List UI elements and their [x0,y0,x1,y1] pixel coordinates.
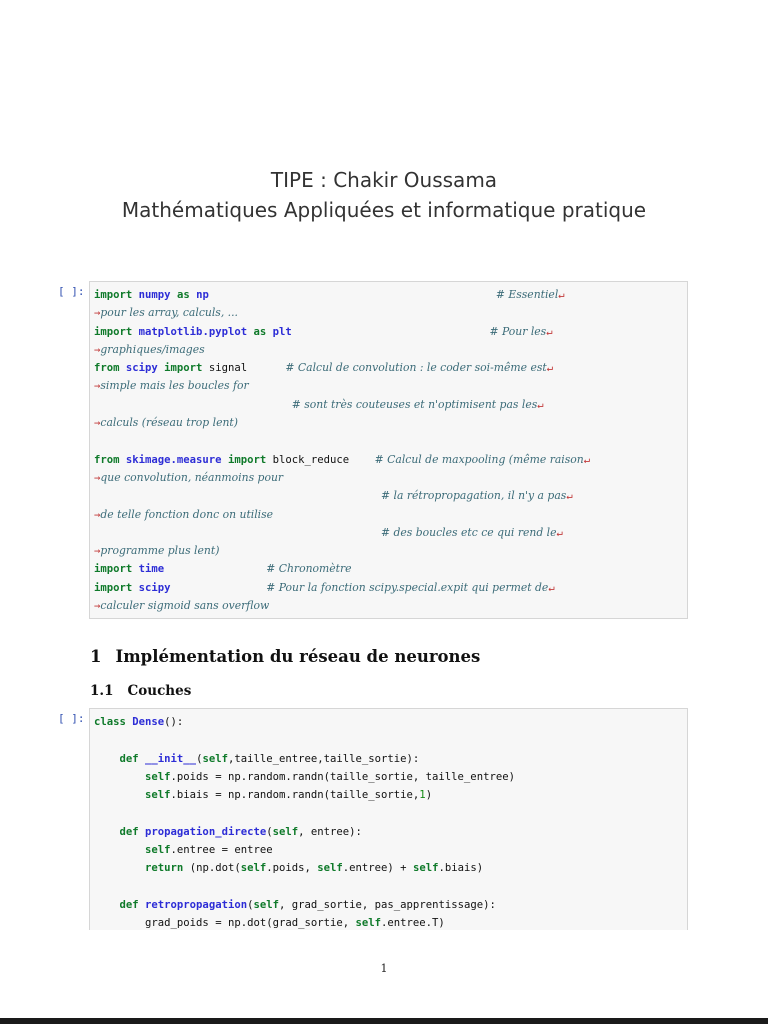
keyword: import [94,325,133,338]
code-line [94,506,681,524]
section-heading [90,647,480,666]
code-line [94,451,681,469]
cell-prompt: [ ]: [58,285,85,298]
code-line [94,359,681,377]
keyword: class [94,716,126,728]
self-keyword: self [145,770,171,783]
arrow-icon: → [94,380,101,393]
punctuation: ( [247,898,254,911]
continuation-icon: ↵ [537,398,544,411]
function-name: __init__ [138,752,197,765]
code-line [94,487,681,505]
keyword: import [94,289,133,301]
code-line [94,414,681,432]
self-keyword: self [240,862,267,875]
import-name: signal [202,362,248,375]
code-line [94,823,681,841]
arrow-icon: → [94,600,101,613]
module-name: scipy [132,581,171,594]
code-line [94,597,681,615]
keyword: import [94,581,133,594]
statement: (np.dot( [183,862,241,875]
title-line-2: Mathématiques Appliquées et informatique pratique [121,198,647,222]
statement: .biais) [438,862,484,875]
statement: .poids = np.random.randn(taille_sortie, taille_entree) [170,770,515,783]
comment: simple mais les boucles for [100,379,249,393]
keyword: def [119,825,139,838]
code-line [94,560,681,578]
code-cell-dense-class[interactable] [58,708,690,930]
code-line [94,896,681,914]
comment: # Calcul de convolution : le coder soi-même est [285,361,547,375]
code-line [94,768,681,786]
code-line [94,542,681,560]
keyword: as [176,289,190,301]
code-line [94,524,681,542]
code-line [94,750,681,768]
module-name: scipy [119,362,165,375]
blank-line [94,731,681,749]
continuation-icon: ↵ [546,325,553,338]
arguments: ,taille_entree,taille_sortie): [227,752,420,765]
arrow-icon: → [94,417,101,430]
function-name: propagation_directe [138,825,267,838]
comment: calculer sigmoid sans overflow [100,599,270,613]
module-name: time [132,563,165,576]
keyword: as [253,325,267,338]
code-line [94,914,681,930]
continuation-icon: ↵ [548,581,555,594]
code-line [94,323,681,341]
arrow-icon: → [94,545,101,558]
continuation-icon: ↵ [566,490,573,503]
statement: .entree) + [342,862,413,875]
comment: # Calcul de maxpooling (même raison [374,452,584,466]
arguments: , entree): [298,825,362,838]
function-name: retropropagation [138,898,248,911]
self-keyword: self [355,917,382,930]
arrow-icon: → [94,471,101,484]
keyword: def [119,752,139,765]
statement: .entree = entree [170,844,273,857]
class-name: Dense [125,716,165,728]
self-keyword: self [253,898,279,911]
module-name: numpy [132,289,177,301]
keyword: from [94,453,120,466]
comment: programme plus lent) [100,544,220,558]
continuation-icon: ↵ [556,526,563,539]
spacer [292,326,490,338]
code-line [94,579,681,597]
arrow-icon: → [94,307,101,320]
punctuation: ( [196,752,203,765]
comment: # des boucles etc ce qui rend le [381,525,557,539]
punctuation: (): [164,716,184,728]
bottom-bar [0,1018,768,1024]
statement: .poids, [266,862,318,875]
spacer [171,582,267,594]
subsection-title: Couches [127,683,192,699]
punctuation: ( [266,825,273,838]
spacer [247,362,285,374]
subsection-number: 1.1 [90,683,114,699]
code-line [94,469,681,487]
spacer [209,289,496,301]
page-number: 1 [380,962,388,975]
continuation-icon: ↵ [546,362,554,375]
comment: # la rétropropagation, il n'y a pas [381,489,567,503]
number-literal: 1 [419,789,426,802]
self-keyword: self [145,844,171,857]
section-number: 1 [90,647,102,666]
cell-prompt: [ ]: [58,712,85,725]
code-line [94,786,681,804]
keyword: import [227,453,267,466]
code-line [94,396,681,414]
spacer [94,490,381,502]
code-block[interactable] [89,708,688,930]
comment: graphiques/images [100,342,205,356]
continuation-icon: ↵ [558,289,565,301]
module-name: skimage.measure [119,453,228,466]
comment: pour les array, calculs, ... [100,306,238,320]
arguments: , grad_sortie, pas_apprentissage): [279,898,496,911]
code-cell-imports[interactable] [58,281,690,621]
self-keyword: self [145,789,171,802]
code-line [94,841,681,859]
self-keyword: self [272,825,299,838]
code-line [94,859,681,877]
self-keyword: self [202,752,228,765]
document-title [0,165,768,225]
import-name: block_reduce [266,453,350,466]
comment: # Pour la fonction scipy.special.expit qui permet de [266,580,549,594]
statement: grad_poids = np.dot(grad_sortie, [145,917,356,930]
keyword: return [145,862,184,875]
comment: calculs (réseau trop lent) [100,416,238,430]
comment: # Pour les [489,324,547,338]
arrow-icon: → [94,343,101,356]
spacer [94,399,292,411]
section-title: Implémentation du réseau de neurones [115,647,481,666]
blank-line [94,432,681,450]
alias: plt [266,325,292,338]
keyword: from [94,362,120,375]
code-line [94,377,681,395]
code-line [94,713,681,731]
statement: .entree.T) [381,917,445,930]
self-keyword: self [412,862,439,875]
comment: de telle fonction donc on utilise [100,507,274,521]
comment: # Essentiel [495,288,559,301]
keyword: import [94,563,133,576]
spacer [94,527,381,539]
blank-line [94,878,681,896]
code-line [94,286,681,304]
spacer [164,563,266,575]
comment: # sont très couteuses et n'optimisent pas les [291,397,538,411]
alias: np [189,289,209,301]
continuation-icon: ↵ [583,453,591,466]
self-keyword: self [317,862,343,875]
keyword: import [164,362,203,375]
code-block[interactable] [89,281,688,619]
code-line [94,304,681,322]
punctuation: ) [425,789,433,802]
keyword: def [119,898,139,911]
spacer [349,454,375,466]
blank-line [94,804,681,822]
comment: # Chronomètre [266,562,352,576]
title-line-1: TIPE : Chakir Oussama [270,168,498,192]
code-line [94,341,681,359]
module-name: matplotlib.pyplot [132,325,254,338]
subsection-heading [90,683,191,699]
arrow-icon: → [94,508,101,521]
comment: que convolution, néanmoins pour [100,470,284,484]
statement: .biais = np.random.randn(taille_sortie, [170,789,420,802]
